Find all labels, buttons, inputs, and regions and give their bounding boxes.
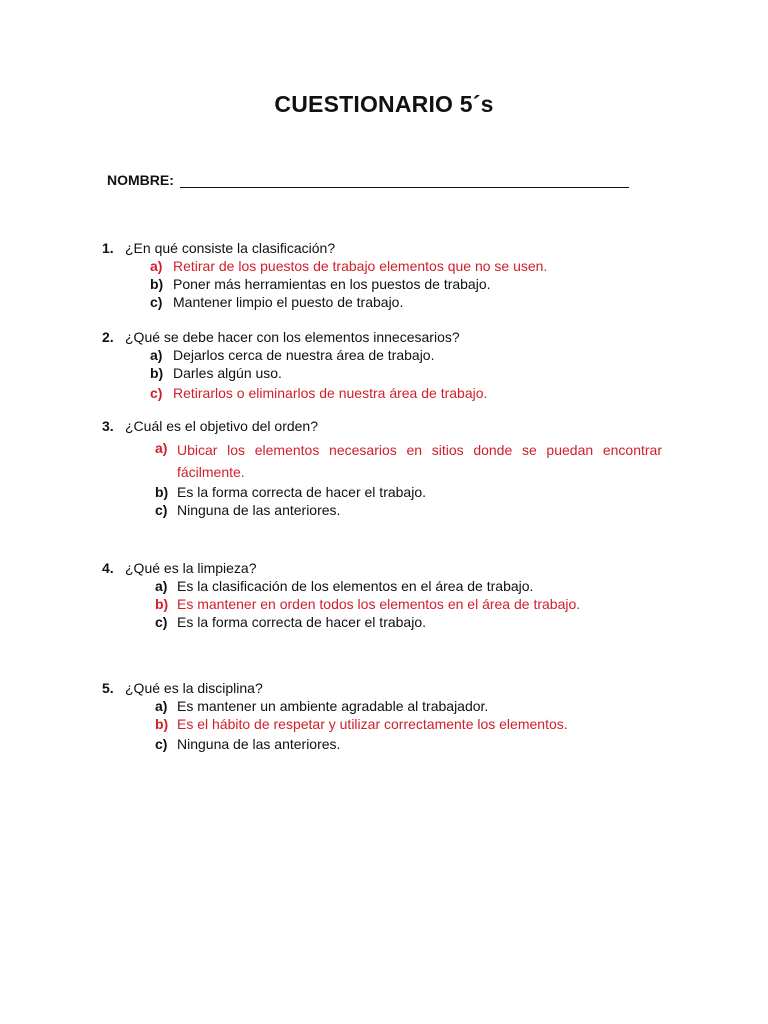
option-letter: a) (155, 698, 168, 714)
option-text: Es mantener en orden todos los elementos en el área de trabajo. (177, 596, 581, 612)
option-letter: b) (155, 716, 169, 732)
option-text: Ubicar los elementos necesarios en sitios donde se puedan encontrar fácilmente. (177, 442, 662, 480)
option-letter: b) (155, 596, 169, 612)
question-text: ¿Cuál es el objetivo del orden? (125, 418, 319, 434)
option-letter: a) (150, 347, 163, 363)
option-text: Retirar de los puestos de trabajo elementos que no se usen. (173, 258, 548, 274)
option-text: Ninguna de las anteriores. (177, 502, 341, 518)
name-label: NOMBRE: (107, 172, 174, 188)
question-number: 3. (102, 418, 114, 434)
option-letter: a) (150, 258, 163, 274)
question-number: 5. (102, 680, 114, 696)
option-letter: c) (155, 614, 168, 630)
option-letter: b) (155, 484, 169, 500)
option-text: Es mantener un ambiente agradable al trabajador. (177, 698, 489, 714)
option-letter: a) (155, 440, 168, 456)
option-text: Poner más herramientas en los puestos de trabajo. (173, 276, 491, 292)
option-letter: c) (155, 502, 168, 518)
option-text: Es la forma correcta de hacer el trabajo. (177, 484, 427, 500)
question-text: ¿Qué es la limpieza? (125, 560, 257, 576)
name-field-row (107, 172, 629, 188)
question-text: ¿En qué consiste la clasificación? (125, 240, 336, 256)
option-text: Retirarlos o eliminarlos de nuestra área de trabajo. (173, 385, 488, 401)
option-text: Ninguna de las anteriores. (177, 736, 341, 752)
option-letter: a) (155, 578, 168, 594)
question-text: ¿Qué se debe hacer con los elementos innecesarios? (125, 329, 460, 345)
option-text: Es el hábito de respetar y utilizar correctamente los elementos. (177, 716, 568, 732)
option-letter: b) (150, 365, 164, 381)
option-text: Es la clasificación de los elementos en el área de trabajo. (177, 578, 534, 594)
question-number: 1. (102, 240, 114, 256)
option-text: Mantener limpio el puesto de trabajo. (173, 294, 404, 310)
option-letter: c) (150, 385, 163, 401)
option-letter: c) (150, 294, 163, 310)
option-text: Es la forma correcta de hacer el trabajo. (177, 614, 427, 630)
document-title: CUESTIONARIO 5´s (274, 91, 494, 117)
option-text: Darles algún uso. (173, 365, 282, 381)
option-letter: c) (155, 736, 168, 752)
question-number: 2. (102, 329, 114, 345)
question-text: ¿Qué es la disciplina? (125, 680, 263, 696)
name-blank-line (180, 173, 629, 188)
question-number: 4. (102, 560, 114, 576)
option-text: Dejarlos cerca de nuestra área de trabajo. (173, 347, 435, 363)
option-letter: b) (150, 276, 164, 292)
